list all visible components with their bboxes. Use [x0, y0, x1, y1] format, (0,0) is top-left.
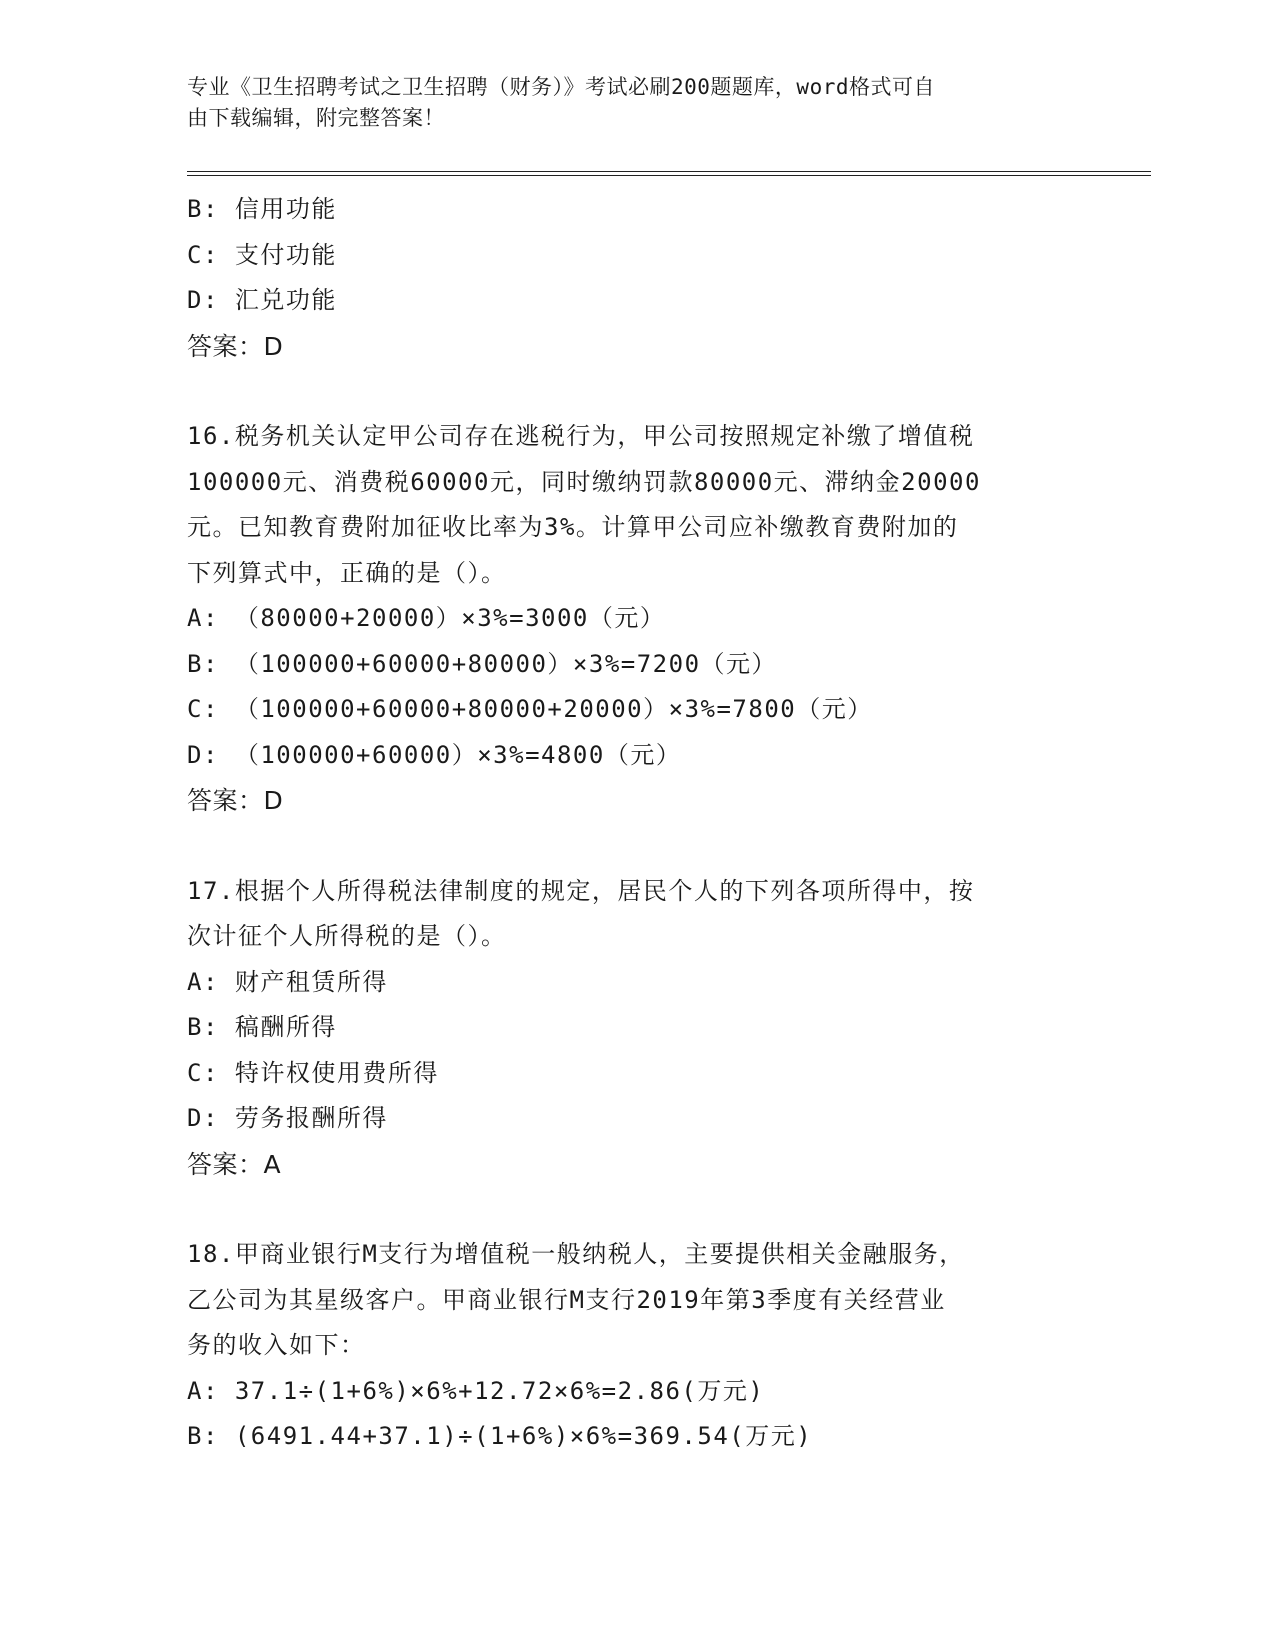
question-16 [187, 414, 1087, 824]
question-stem-line: 100000元、消费税60000元，同时缴纳罚款80000元、滞纳金20000 [187, 467, 981, 496]
question-stem-line: 16.税务机关认定甲公司存在逃税行为，甲公司按照规定补缴了增值税 [187, 422, 975, 450]
document-header [187, 72, 1087, 134]
option-a: A: （80000+20000）×3%=3000（元） [187, 604, 666, 632]
answer: 答案：D [187, 786, 284, 815]
option-d: D: 汇兑功能 [187, 286, 337, 314]
option-c: C: 特许权使用费所得 [187, 1058, 439, 1087]
option-b: B: 信用功能 [187, 195, 337, 223]
question-18 [187, 1232, 1087, 1460]
header-line-1: 专业《卫生招聘考试之卫生招聘（财务）》考试必刷200题题库，word格式可自 [187, 75, 935, 99]
option-d: D: 劳务报酬所得 [187, 1104, 388, 1132]
answer: 答案：D [187, 331, 284, 361]
question-stem-line: 下列算式中，正确的是（）。 [187, 558, 507, 587]
question-stem-line: 18.甲商业银行M支行为增值税一般纳税人，主要提供相关金融服务， [187, 1240, 965, 1268]
header-divider-bottom [187, 175, 1151, 176]
header-line-2: 由下载编辑，附完整答案！ [187, 106, 445, 130]
question-stem-line: 次计征个人所得税的是（）。 [187, 922, 507, 950]
answer: 答案：A [187, 1149, 282, 1179]
question-stem-line: 乙公司为其星级客户。甲商业银行M支行2019年第3季度有关经营业 [187, 1285, 946, 1314]
question-list [187, 187, 1087, 1460]
question-stem-line: 务的收入如下： [187, 1331, 366, 1359]
option-b: B: 稿酬所得 [187, 1013, 337, 1041]
question-15-tail [187, 187, 1087, 369]
option-c: C: 支付功能 [187, 240, 337, 269]
question-stem-line: 17.根据个人所得税法律制度的规定，居民个人的下列各项所得中，按 [187, 876, 975, 905]
option-b: B: （100000+60000+80000）×3%=7200（元） [187, 649, 778, 678]
option-d: D: （100000+60000）×3%=4800（元） [187, 740, 682, 769]
option-a: A: 37.1÷(1+6%)×6%+12.72×6%=2.86(万元) [187, 1376, 765, 1405]
option-c: C: （100000+60000+80000+20000）×3%=7800（元） [187, 695, 873, 723]
header-divider-top [187, 171, 1151, 172]
option-a: A: 财产租赁所得 [187, 967, 388, 996]
question-stem-line: 元。已知教育费附加征收比率为3%。计算甲公司应补缴教育费附加的 [187, 513, 959, 541]
question-17 [187, 869, 1087, 1188]
option-b: B: (6491.44+37.1)÷(1+6%)×6%=369.54(万元) [187, 1422, 813, 1450]
